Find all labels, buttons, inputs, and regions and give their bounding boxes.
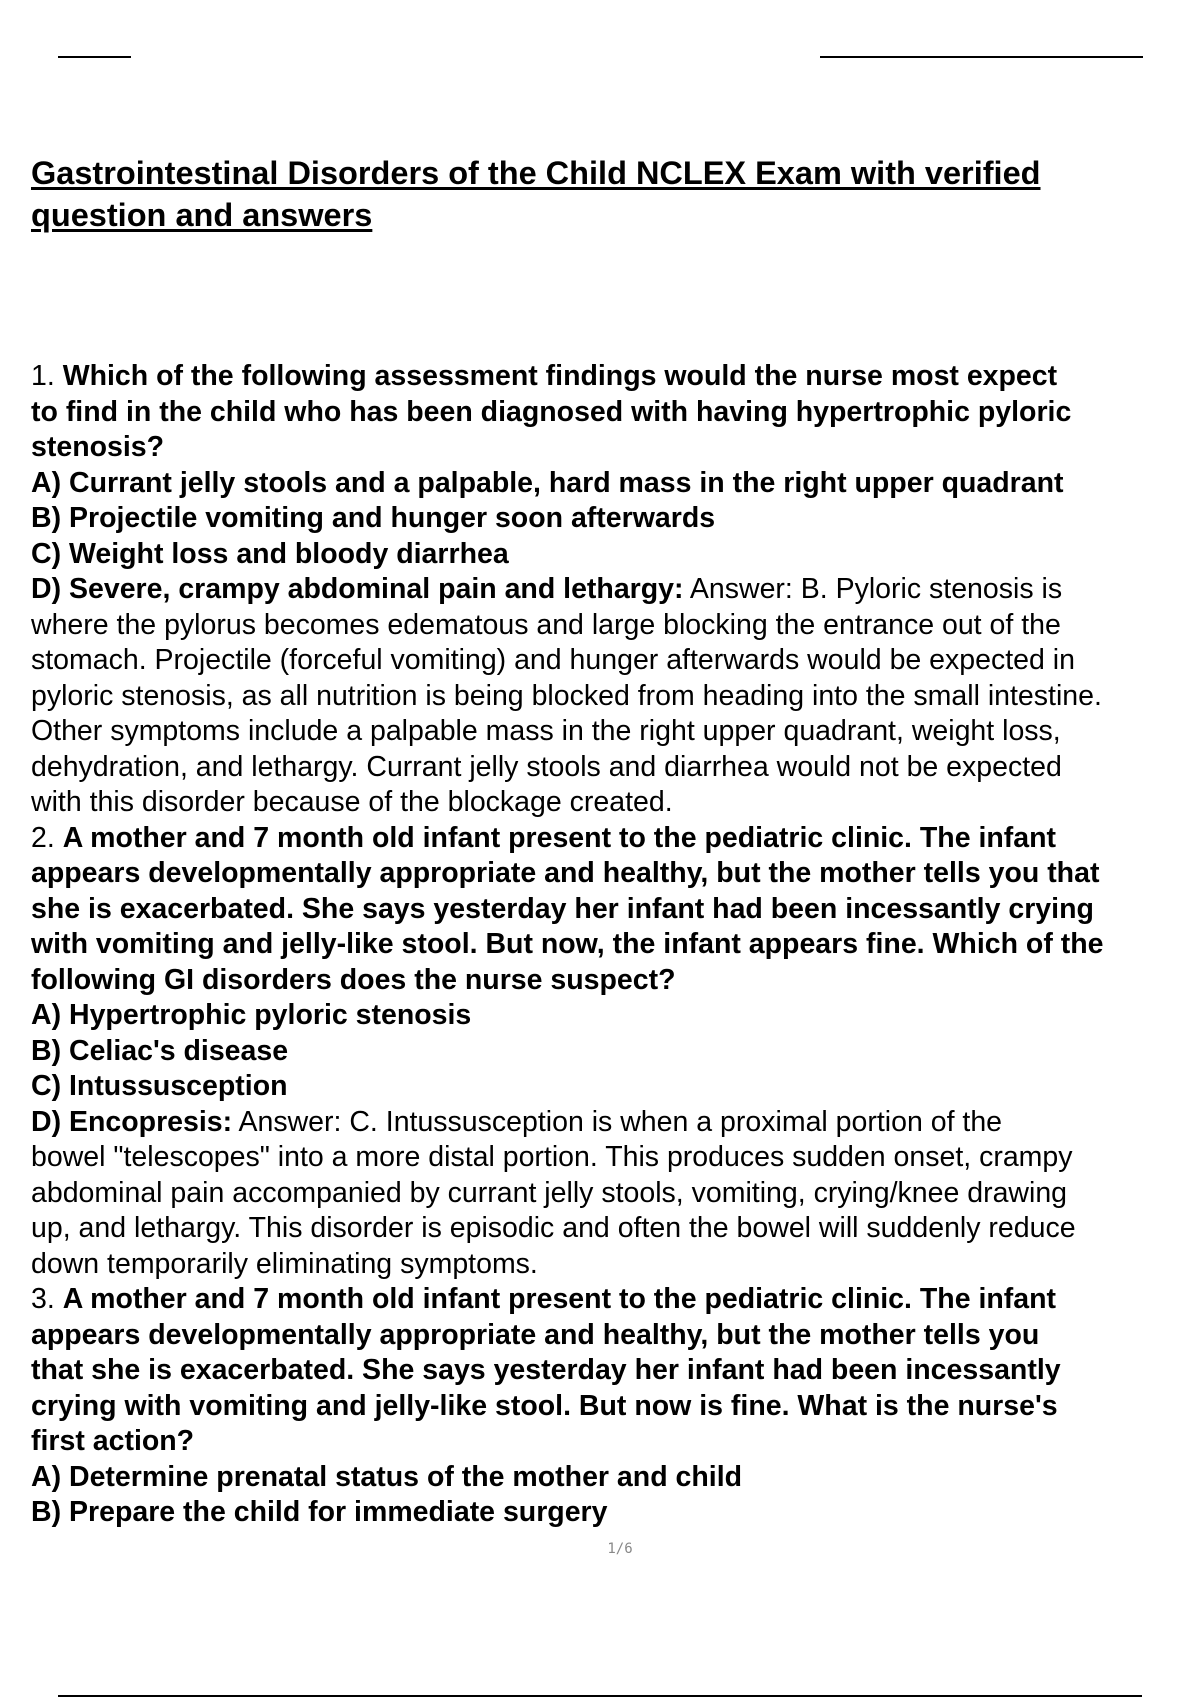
bold-text: A) Hypertrophic pyloric stenosis [31, 999, 472, 1031]
text-line [31, 430, 1200, 466]
text-line [31, 679, 1200, 715]
text-line [31, 395, 1200, 431]
bold-text: A mother and 7 month old infant present to the pediatric clinic. The infant [62, 821, 1057, 854]
text-line [31, 537, 1200, 573]
text-line [31, 501, 1200, 537]
page-number: 1/6 [607, 1541, 633, 1557]
answer-text: Answer: B. Pyloric stenosis is [683, 573, 1063, 605]
text-line [31, 572, 1200, 608]
question-number: 2. [31, 821, 63, 854]
text-line [31, 643, 1200, 679]
text-line [31, 927, 1200, 963]
text-line [31, 892, 1200, 928]
bold-text: Which of the following assessment findings would the nurse most expect [62, 360, 1058, 392]
text-line [31, 1460, 1200, 1496]
answer-text: bowel "telescopes" into a more distal portion. This produces sudden onset, crampy [31, 1141, 1073, 1173]
title-line: question and answers [31, 197, 373, 233]
title-line: Gastrointestinal Disorders of the Child NCLEX Exam with verified [31, 155, 1041, 191]
text-line [31, 1105, 1200, 1141]
bold-text: appears developmentally appropriate and healthy, but the mother tells you that [31, 857, 1100, 889]
text-line [31, 1034, 1200, 1070]
text-line [31, 785, 1200, 821]
answer-text: Other symptoms include a palpable mass in the right upper quadrant, weight loss, [31, 715, 1061, 747]
bold-text: that she is exacerbated. She says yesterday her infant had been incessantly [31, 1354, 1061, 1386]
text-line [31, 1495, 1200, 1531]
bold-text: D) Severe, crampy abdominal pain and lethargy: [31, 573, 684, 605]
answer-text: down temporarily eliminating symptoms. [31, 1247, 538, 1280]
bold-text: first action? [31, 1425, 195, 1457]
answer-text: abdominal pain accompanied by currant jelly stools, vomiting, crying/knee drawing [31, 1176, 1068, 1209]
bold-text: she is exacerbated. She says yesterday her infant had been incessantly crying [31, 892, 1094, 925]
text-line [31, 608, 1200, 644]
answer-text: pyloric stenosis, as all nutrition is being blocked from heading into the small intestine. [31, 679, 1102, 712]
bold-text: appears developmentally appropriate and healthy, but the mother tells you [31, 1318, 1040, 1351]
text-line [31, 856, 1200, 892]
text-line [31, 1318, 1200, 1354]
bold-text: A mother and 7 month old infant present to the pediatric clinic. The infant [62, 1283, 1057, 1315]
text-line [31, 1424, 1200, 1460]
question-number: 3. [31, 1283, 63, 1315]
footer-rule [58, 1695, 1142, 1697]
text-line [31, 1069, 1200, 1105]
bold-text: B) Projectile vomiting and hunger soon afterwards [31, 502, 716, 534]
document-body [31, 359, 1200, 1531]
bold-text: C) Weight loss and bloody diarrhea [31, 537, 509, 570]
text-line [31, 750, 1200, 786]
bold-text: D) Encopresis: [31, 1105, 233, 1138]
text-line [31, 466, 1200, 502]
bold-text: following GI disorders does the nurse suspect? [31, 963, 676, 996]
text-line [31, 963, 1200, 999]
bold-text: C) Intussusception [31, 1070, 288, 1102]
bold-text: to find in the child who has been diagnosed with having hypertrophic pyloric [31, 395, 1072, 428]
bold-text: B) Celiac's disease [31, 1034, 289, 1067]
text-line [31, 1247, 1200, 1283]
header-rule-right [820, 56, 1143, 58]
answer-text: where the pylorus becomes edematous and large blocking the entrance out of the [31, 608, 1061, 641]
text-line [31, 998, 1200, 1034]
text-line [31, 1353, 1200, 1389]
text-line [31, 1140, 1200, 1176]
text-line [31, 1282, 1200, 1318]
text-line [31, 1176, 1200, 1212]
bold-text: B) Prepare the child for immediate surgery [31, 1496, 608, 1528]
answer-text: up, and lethargy. This disorder is episodic and often the bowel will suddenly reduce [31, 1212, 1076, 1244]
text-line [31, 1211, 1200, 1247]
bold-text: crying with vomiting and jelly-like stool. But now is fine. What is the nurse's [31, 1389, 1058, 1422]
text-line [31, 359, 1200, 395]
bold-text: with vomiting and jelly-like stool. But now, the infant appears fine. Which of the [31, 928, 1104, 960]
bold-text: A) Determine prenatal status of the mother and child [31, 1460, 743, 1493]
text-line [31, 821, 1200, 857]
bold-text: stenosis? [31, 431, 165, 463]
answer-text: Answer: C. Intussusception is when a proximal portion of the [232, 1105, 1003, 1138]
text-line [31, 1389, 1200, 1425]
answer-text: stomach. Projectile (forceful vomiting) and hunger afterwards would be expected in [31, 644, 1075, 676]
document-title [31, 152, 1181, 236]
bold-text: A) Currant jelly stools and a palpable, hard mass in the right upper quadrant [31, 466, 1064, 499]
answer-text: dehydration, and lethargy. Currant jelly stools and diarrhea would not be expected [31, 750, 1062, 783]
text-line [31, 714, 1200, 750]
question-number: 1. [31, 360, 63, 392]
answer-text: with this disorder because of the blockage created. [31, 786, 673, 818]
header-rule-left [58, 56, 131, 58]
